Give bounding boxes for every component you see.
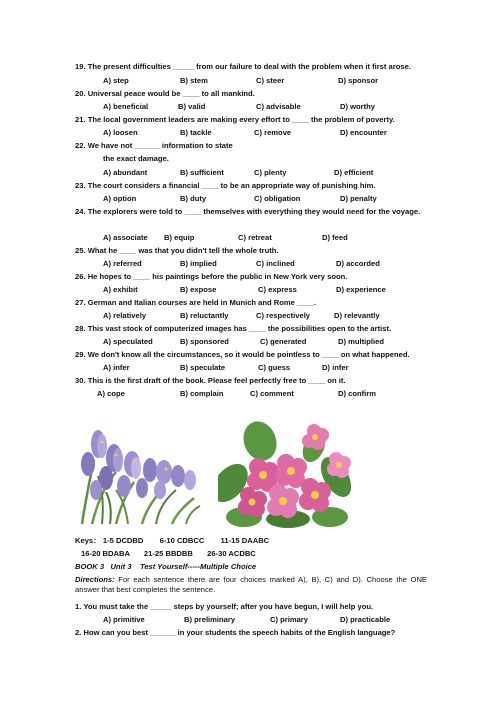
- option-c: C) obligation: [254, 194, 301, 203]
- option-d: D) infer: [322, 363, 349, 372]
- options-22: [75, 168, 427, 179]
- option-c: C) guess: [258, 363, 291, 372]
- option-a: A) relatively: [103, 311, 147, 320]
- question-24: [75, 207, 427, 217]
- question-text: We don't know all the circumstances, so it would be pointless to ____ on what happened.: [87, 350, 410, 359]
- options-21: [75, 128, 427, 139]
- directions-label: Directions:: [75, 575, 115, 584]
- option-d: D) confirm: [338, 389, 376, 398]
- question-28: [75, 324, 427, 334]
- option-c: C) steer: [256, 76, 285, 85]
- option-b: B) reluctantly: [180, 311, 229, 320]
- option-d: D) sponsor: [338, 76, 379, 85]
- option-a: A) associate: [103, 233, 148, 242]
- option-c: C) primary: [270, 615, 308, 624]
- question-30: [75, 376, 427, 386]
- option-c: C) advisable: [256, 102, 301, 111]
- question-text: The present difficulties _____ from our failure to deal with the problem when it first arose.: [87, 62, 411, 71]
- key-range: 26-30 ACDBC: [207, 549, 256, 558]
- question-text: The local government leaders are making every effort to ____ the problem of poverty.: [87, 115, 395, 124]
- question-number: 29.: [75, 350, 86, 359]
- question-number: 26.: [75, 272, 86, 281]
- key-range: 1-5 DCDBD: [102, 536, 144, 545]
- option-c: C) respectively: [256, 311, 311, 320]
- option-c: C) retreat: [238, 233, 272, 242]
- directions-text: For each sentence there are four choices marked A), B), C) and D). Choose the ONE answer that best completes the sentence.: [75, 575, 427, 594]
- question-text: This is the first draft of the book. Please feel perfectly free to ____ on it.: [87, 376, 346, 385]
- options-29: [75, 363, 427, 374]
- option-c: C) plenty: [254, 168, 287, 177]
- options-27: [75, 311, 427, 322]
- options-30: [75, 389, 427, 400]
- question-23: [75, 181, 427, 191]
- question-21: [75, 115, 427, 125]
- section-heading: BOOK 3 Unit 3 Test Yourself-----Multiple Choice: [75, 562, 257, 571]
- option-d: D) experience: [336, 285, 386, 294]
- option-c: C) remove: [254, 128, 292, 137]
- option-a: A) referred: [103, 259, 142, 268]
- question-22-continued: the exact damage.: [103, 154, 169, 163]
- answer-keys-row-1: [75, 535, 269, 546]
- question-27: [75, 298, 427, 308]
- option-a: A) abundant: [103, 168, 148, 177]
- option-b: B) valid: [178, 102, 206, 111]
- question-text: He hopes to ____ his paintings before the public in New York very soon.: [87, 272, 348, 281]
- question-number: 20.: [75, 89, 86, 98]
- option-a: A) primitive: [103, 615, 145, 624]
- option-a: A) step: [103, 76, 129, 85]
- question-number: 28.: [75, 324, 86, 333]
- options-20: [75, 102, 427, 113]
- question-number: 25.: [75, 246, 86, 255]
- option-b: B) sponsored: [180, 337, 229, 346]
- question-number: 21.: [75, 115, 86, 124]
- question-22: [75, 141, 427, 151]
- question-text: What he ____ was that you didn't tell the whole truth.: [87, 246, 279, 255]
- question-number: 19.: [75, 62, 86, 71]
- option-d: D) multiplied: [338, 337, 384, 346]
- option-b: B) expose: [180, 285, 217, 294]
- option-a: A) beneficial: [103, 102, 149, 111]
- option-d: D) feed: [322, 233, 348, 242]
- options-28: [75, 337, 427, 348]
- option-d: D) efficient: [334, 168, 374, 177]
- options-24: [75, 233, 427, 244]
- question-19: [75, 62, 427, 72]
- key-range: 11-15 DAABC: [220, 536, 270, 545]
- question-text: How can you best ______ in your students the speech habits of the English language?: [83, 628, 396, 637]
- question-text: This vast stock of computerized images has ____ the possibilities open to the artist.: [87, 324, 392, 333]
- option-a: A) cope: [97, 389, 125, 398]
- question-text: You must take the _____ steps by yourself; after you have begun, I will help you.: [83, 602, 374, 611]
- section-options-1: [75, 615, 427, 626]
- option-c: C) generated: [260, 337, 307, 346]
- key-range: 21-25 BBDBB: [143, 549, 193, 558]
- option-c: C) comment: [250, 389, 294, 398]
- key-range: 6-10 CDBCC: [159, 536, 205, 545]
- question-text: Universal peace would be ____ to all mankind.: [87, 89, 255, 98]
- option-a: A) exhibit: [103, 285, 138, 294]
- option-c: C) express: [258, 285, 297, 294]
- section-question-1: [75, 602, 427, 612]
- question-number: 30.: [75, 376, 86, 385]
- option-b: B) stem: [180, 76, 208, 85]
- options-25: [75, 259, 427, 270]
- option-a: A) speculated: [103, 337, 153, 346]
- question-20: [75, 89, 427, 99]
- option-b: B) preliminary: [184, 615, 236, 624]
- option-a: A) option: [103, 194, 137, 203]
- answer-keys-row-2: [81, 549, 256, 558]
- options-23: [75, 194, 427, 205]
- primrose-flowers-image: [218, 421, 356, 529]
- option-d: D) accorded: [336, 259, 380, 268]
- keys-label: Keys：: [75, 536, 101, 545]
- question-number: 22.: [75, 141, 86, 150]
- question-text: The court considers a financial ____ to be an appropriate way of punishing him.: [87, 181, 376, 190]
- option-d: D) relevantly: [334, 311, 380, 320]
- option-d: D) encounter: [340, 128, 387, 137]
- option-d: D) worthy: [340, 102, 376, 111]
- option-b: B) tackle: [180, 128, 212, 137]
- option-b: B) equip: [164, 233, 195, 242]
- question-number: 27.: [75, 298, 86, 307]
- question-29: [75, 350, 427, 360]
- question-number: 2.: [75, 628, 82, 637]
- option-d: D) penalty: [340, 194, 377, 203]
- options-26: [75, 285, 427, 296]
- option-b: B) sufficient: [180, 168, 224, 177]
- section-question-2: [75, 628, 427, 638]
- question-26: [75, 272, 427, 282]
- question-text: German and Italian courses are held in Munich and Rome ____.: [87, 298, 316, 307]
- question-text: We have not ______ information to state: [87, 141, 233, 150]
- option-b: B) complain: [180, 389, 224, 398]
- directions: [75, 575, 427, 595]
- option-a: A) loosen: [103, 128, 138, 137]
- option-c: C) inclined: [256, 259, 295, 268]
- key-range: 16-20 BDABA: [81, 549, 130, 558]
- question-text: The explorers were told to ____ themselves with everything they would need for the voyage.: [87, 207, 421, 216]
- question-number: 1.: [75, 602, 82, 611]
- option-a: A) infer: [103, 363, 130, 372]
- option-b: B) duty: [180, 194, 207, 203]
- question-number: 24.: [75, 207, 86, 216]
- option-b: B) implied: [180, 259, 217, 268]
- option-d: D) practicable: [340, 615, 391, 624]
- option-b: B) speculate: [180, 363, 226, 372]
- crocus-flowers-image: [76, 428, 202, 524]
- question-25: [75, 246, 427, 256]
- options-19: [75, 76, 427, 87]
- question-number: 23.: [75, 181, 86, 190]
- crocus-blooms: [81, 430, 196, 500]
